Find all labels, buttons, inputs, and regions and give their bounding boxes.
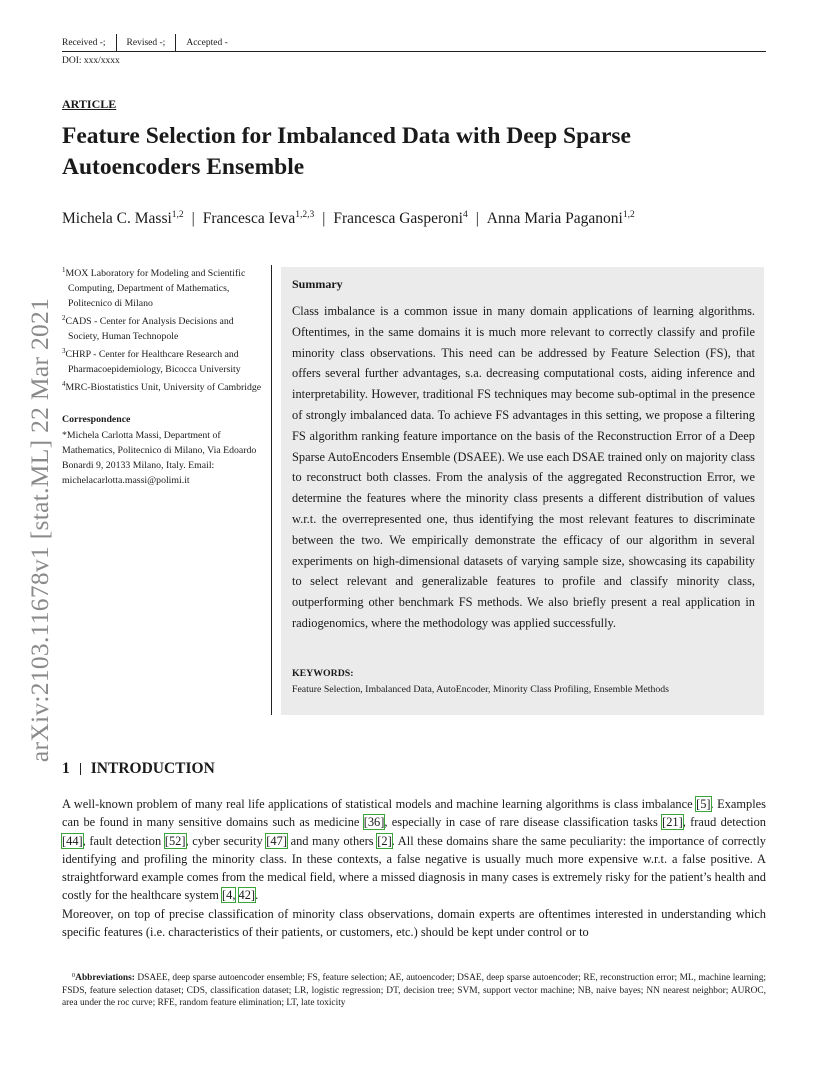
keywords-list: Feature Selection, Imbalanced Data, AutoEncoder, Minority Class Profiling, Ensemble Methods: [292, 684, 669, 695]
author-separator: |: [475, 210, 479, 227]
submission-history: [62, 34, 238, 52]
citation-link[interactable]: 42]: [238, 888, 256, 903]
abbreviations-footnote: [62, 970, 766, 1010]
correspondence: [62, 412, 267, 488]
citation-link[interactable]: [47]: [266, 833, 287, 848]
introduction-paragraph: Moreover, on top of precise classification of minority class observations, domain experts are oftentimes interested in understanding which specific features (i.e. characteristics of their patients, or customers, etc.) should be kept under control or to: [62, 906, 766, 940]
footnote-text: DSAEE, deep sparse autoencoder ensemble; FS, feature selection; AE, autoencoder; DSAE, deep sparse autoencoder; RE, reconstruction error; ML, machine learning; FSDS, feature selection dataset; CDS, classification dataset; LR, logistic regression; DT, decision tree; SVM, support vector machine; NB, naive bayes; NN nearest neighbor; AUROC, area under the roc curve; RFE, random feature elimination; LT, late toxicity: [62, 973, 767, 1009]
affiliation-item: $^4$MRC-Biostatistics Unit, University of Cambridge: [62, 380, 262, 393]
citation-link[interactable]: [52]: [164, 833, 186, 848]
affiliation-item: $^3$CHRP - Center for Healthcare Research and Pharmacoepidemiology, Bicocca University: [62, 347, 241, 375]
correspondence-heading: Correspondence: [62, 414, 131, 425]
author-affil-sup: 4: [462, 210, 468, 220]
citation-link[interactable]: [36]: [363, 815, 385, 830]
author-affil-sup: 1,2: [622, 210, 635, 220]
accepted-date: Accepted -: [186, 38, 228, 48]
column-divider: [271, 265, 272, 715]
section-number: 1: [62, 760, 70, 777]
received-date: Received -;: [62, 38, 106, 48]
citation-link[interactable]: [4,: [222, 888, 236, 903]
section-heading-introduction: [62, 760, 215, 778]
summary-heading: Summary: [292, 277, 343, 291]
author-name: Francesca Ieva: [202, 210, 296, 227]
author-affil-sup: 1,2: [171, 210, 184, 220]
article-label: ARTICLE: [62, 97, 117, 111]
citation-link[interactable]: [21]: [662, 815, 683, 830]
revised-date: Revised -;: [126, 38, 166, 48]
introduction-paragraph: A well-known problem of many real life applications of statistical models and machine learning algorithms is class imbalance [5]. Examples can be found in many sensitive domains such as medicine [36], especially in case of rare disease classification tasks [21], fraud detection [44], fault detection [52], cyber security [47] and many others [2]. All these domains share the same peculiarity: the importance of correctly identifying and profiling the minority class. In these contexts, a false negative is usually much more expensive w.r.t. a false positive. A straightforward example comes from the medical field, where a missed diagnosis in many cases is extremely risky for the patient’s health and costly for the healthcare system [4, 42].: [62, 797, 767, 903]
arxiv-identifier: arXiv:2103.11678v1 [stat.ML] 22 Mar 2021: [25, 297, 54, 763]
citation-link[interactable]: [44]: [62, 833, 83, 848]
author-separator: |: [191, 210, 195, 227]
section-title: INTRODUCTION: [90, 760, 215, 777]
paper-title: Feature Selection for Imbalanced Data with Deep Sparse Autoencoders Ensemble: [62, 123, 631, 180]
author-list: [62, 210, 635, 228]
header-rule: [62, 51, 766, 52]
affiliation-item: $^2$CADS - Center for Analysis Decisions and Society, Human Technopole: [62, 314, 234, 342]
author-name: Michela C. Massi: [62, 210, 172, 227]
doi: DOI: xxx/xxxx: [62, 56, 120, 66]
footnote-label: Abbreviations:: [75, 973, 135, 983]
affiliation-item: $^1$MOX Laboratory for Modeling and Scientific Computing, Department of Mathematics, Politecnico di Milano: [62, 266, 246, 309]
keywords-heading: KEYWORDS:: [292, 668, 354, 679]
author-name: Anna Maria Paganoni: [486, 210, 623, 227]
citation-link[interactable]: [2]: [377, 833, 392, 848]
correspondence-text: *Michela Carlotta Massi, Department of Mathematics, Politecnico di Milano, Via Edoardo Bonardi 9, 20133 Milano, Italy. Email: michelacarlotta.massi@polimi.it: [62, 430, 257, 486]
author-name: Francesca Gasperoni: [333, 210, 463, 227]
affiliations: [62, 263, 267, 395]
summary-text: Class imbalance is a common issue in many domain applications of learning algorithms. Oftentimes, in the same domains it is much more relevant to correctly classify and profile minority class observations. This need can be addressed by Feature Selection (FS), that offers several further advantages, s.a. decreasing computational costs, aiding inference and interpretability. However, traditional FS techniques may become sub-optimal in the presence of strongly imbalanced data. To achieve FS advantages in this setting, we propose a filtering FS algorithm ranking feature importance on the basis of the Reconstruction Error of a Deep Sparse AutoEncoders Ensemble (DSAEE). We use each DSAE trained only on majority class to reconstruct both classes. From the analysis of the aggregated Reconstruction Error, we determine the features where the minority class presents a different distribution of values w.r.t. the overrepresented one, thus identifying the most relevant features to discriminate between the two. We empirically demonstrate the efficacy of our algorithm in several experiments on high-dimensional datasets of varying sample size, showcasing its capability to select relevant and generalizable features to profile and classify minority class, outperforming other benchmark FS methods. We also briefly present a real application in radiogenomics, where the methodology was applied successfully.: [292, 304, 755, 630]
author-affil-sup: 1,2,3: [295, 210, 315, 220]
footnote-marker: 0: [71, 972, 76, 979]
author-separator: |: [322, 210, 326, 227]
introduction-body: [62, 795, 766, 941]
section-divider: [80, 763, 81, 775]
citation-link[interactable]: [5]: [696, 797, 711, 811]
